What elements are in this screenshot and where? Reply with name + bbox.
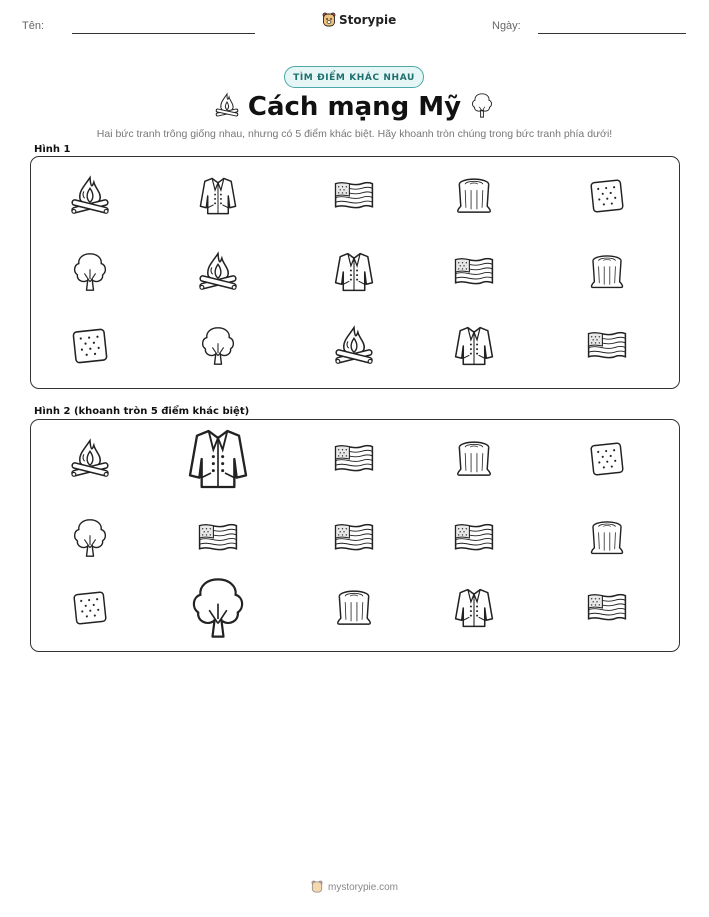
us-flag-icon[interactable] xyxy=(451,515,497,561)
tree-stump-icon[interactable] xyxy=(586,517,628,559)
date-label: Ngày: xyxy=(492,20,521,32)
name-label: Tên: xyxy=(22,20,45,32)
campfire-icon xyxy=(195,249,241,295)
tree-stump-icon xyxy=(586,251,628,293)
instructions: Hai bức tranh trông giống nhau, nhưng có 5 điểm khác biệt. Hãy khoanh tròn chúng trong bức tranh phía dưới! xyxy=(96,128,613,140)
page-title: Cách mạng Mỹ xyxy=(247,92,462,122)
us-flag-icon[interactable] xyxy=(195,515,241,561)
us-flag-icon[interactable] xyxy=(331,515,377,561)
cracker-icon xyxy=(587,176,627,216)
storypie-logo xyxy=(322,12,396,28)
footer xyxy=(0,880,709,894)
tree-icon xyxy=(468,90,496,120)
tree-icon xyxy=(197,325,239,367)
campfire-icon xyxy=(67,173,113,219)
us-flag-icon xyxy=(584,323,630,369)
picture1-label: Hình 1 xyxy=(34,144,71,155)
us-flag-icon[interactable] xyxy=(331,436,377,482)
us-flag-icon xyxy=(451,249,497,295)
tree-icon xyxy=(69,251,111,293)
activity-badge: TÌM ĐIỂM KHÁC NHAU xyxy=(284,66,424,88)
tree-icon[interactable] xyxy=(185,575,251,641)
tree-stump-icon[interactable] xyxy=(452,437,496,481)
tree-stump-icon xyxy=(452,174,496,218)
colonial-coat-icon[interactable] xyxy=(451,585,497,631)
tree-icon[interactable] xyxy=(69,517,111,559)
colonial-coat-icon xyxy=(451,323,497,369)
cracker-icon[interactable] xyxy=(70,588,110,628)
name-line[interactable] xyxy=(72,33,255,34)
logo-text: Storypie xyxy=(339,13,397,27)
us-flag-icon[interactable] xyxy=(584,585,630,631)
colonial-coat-icon[interactable] xyxy=(183,424,253,494)
colonial-coat-icon xyxy=(331,249,377,295)
footer-url[interactable]: mystorypie.com xyxy=(327,881,398,893)
date-line[interactable] xyxy=(538,33,686,34)
cracker-icon xyxy=(69,325,111,367)
picture2-label: Hình 2 (khoanh tròn 5 điểm khác biệt) xyxy=(34,406,250,417)
us-flag-icon xyxy=(331,173,377,219)
bear-icon xyxy=(311,880,323,894)
tree-stump-icon[interactable] xyxy=(332,586,376,630)
campfire-icon xyxy=(331,323,377,369)
colonial-coat-icon xyxy=(196,174,240,218)
campfire-icon[interactable] xyxy=(67,436,113,482)
cracker-icon[interactable] xyxy=(587,439,627,479)
bear-icon xyxy=(322,12,336,28)
